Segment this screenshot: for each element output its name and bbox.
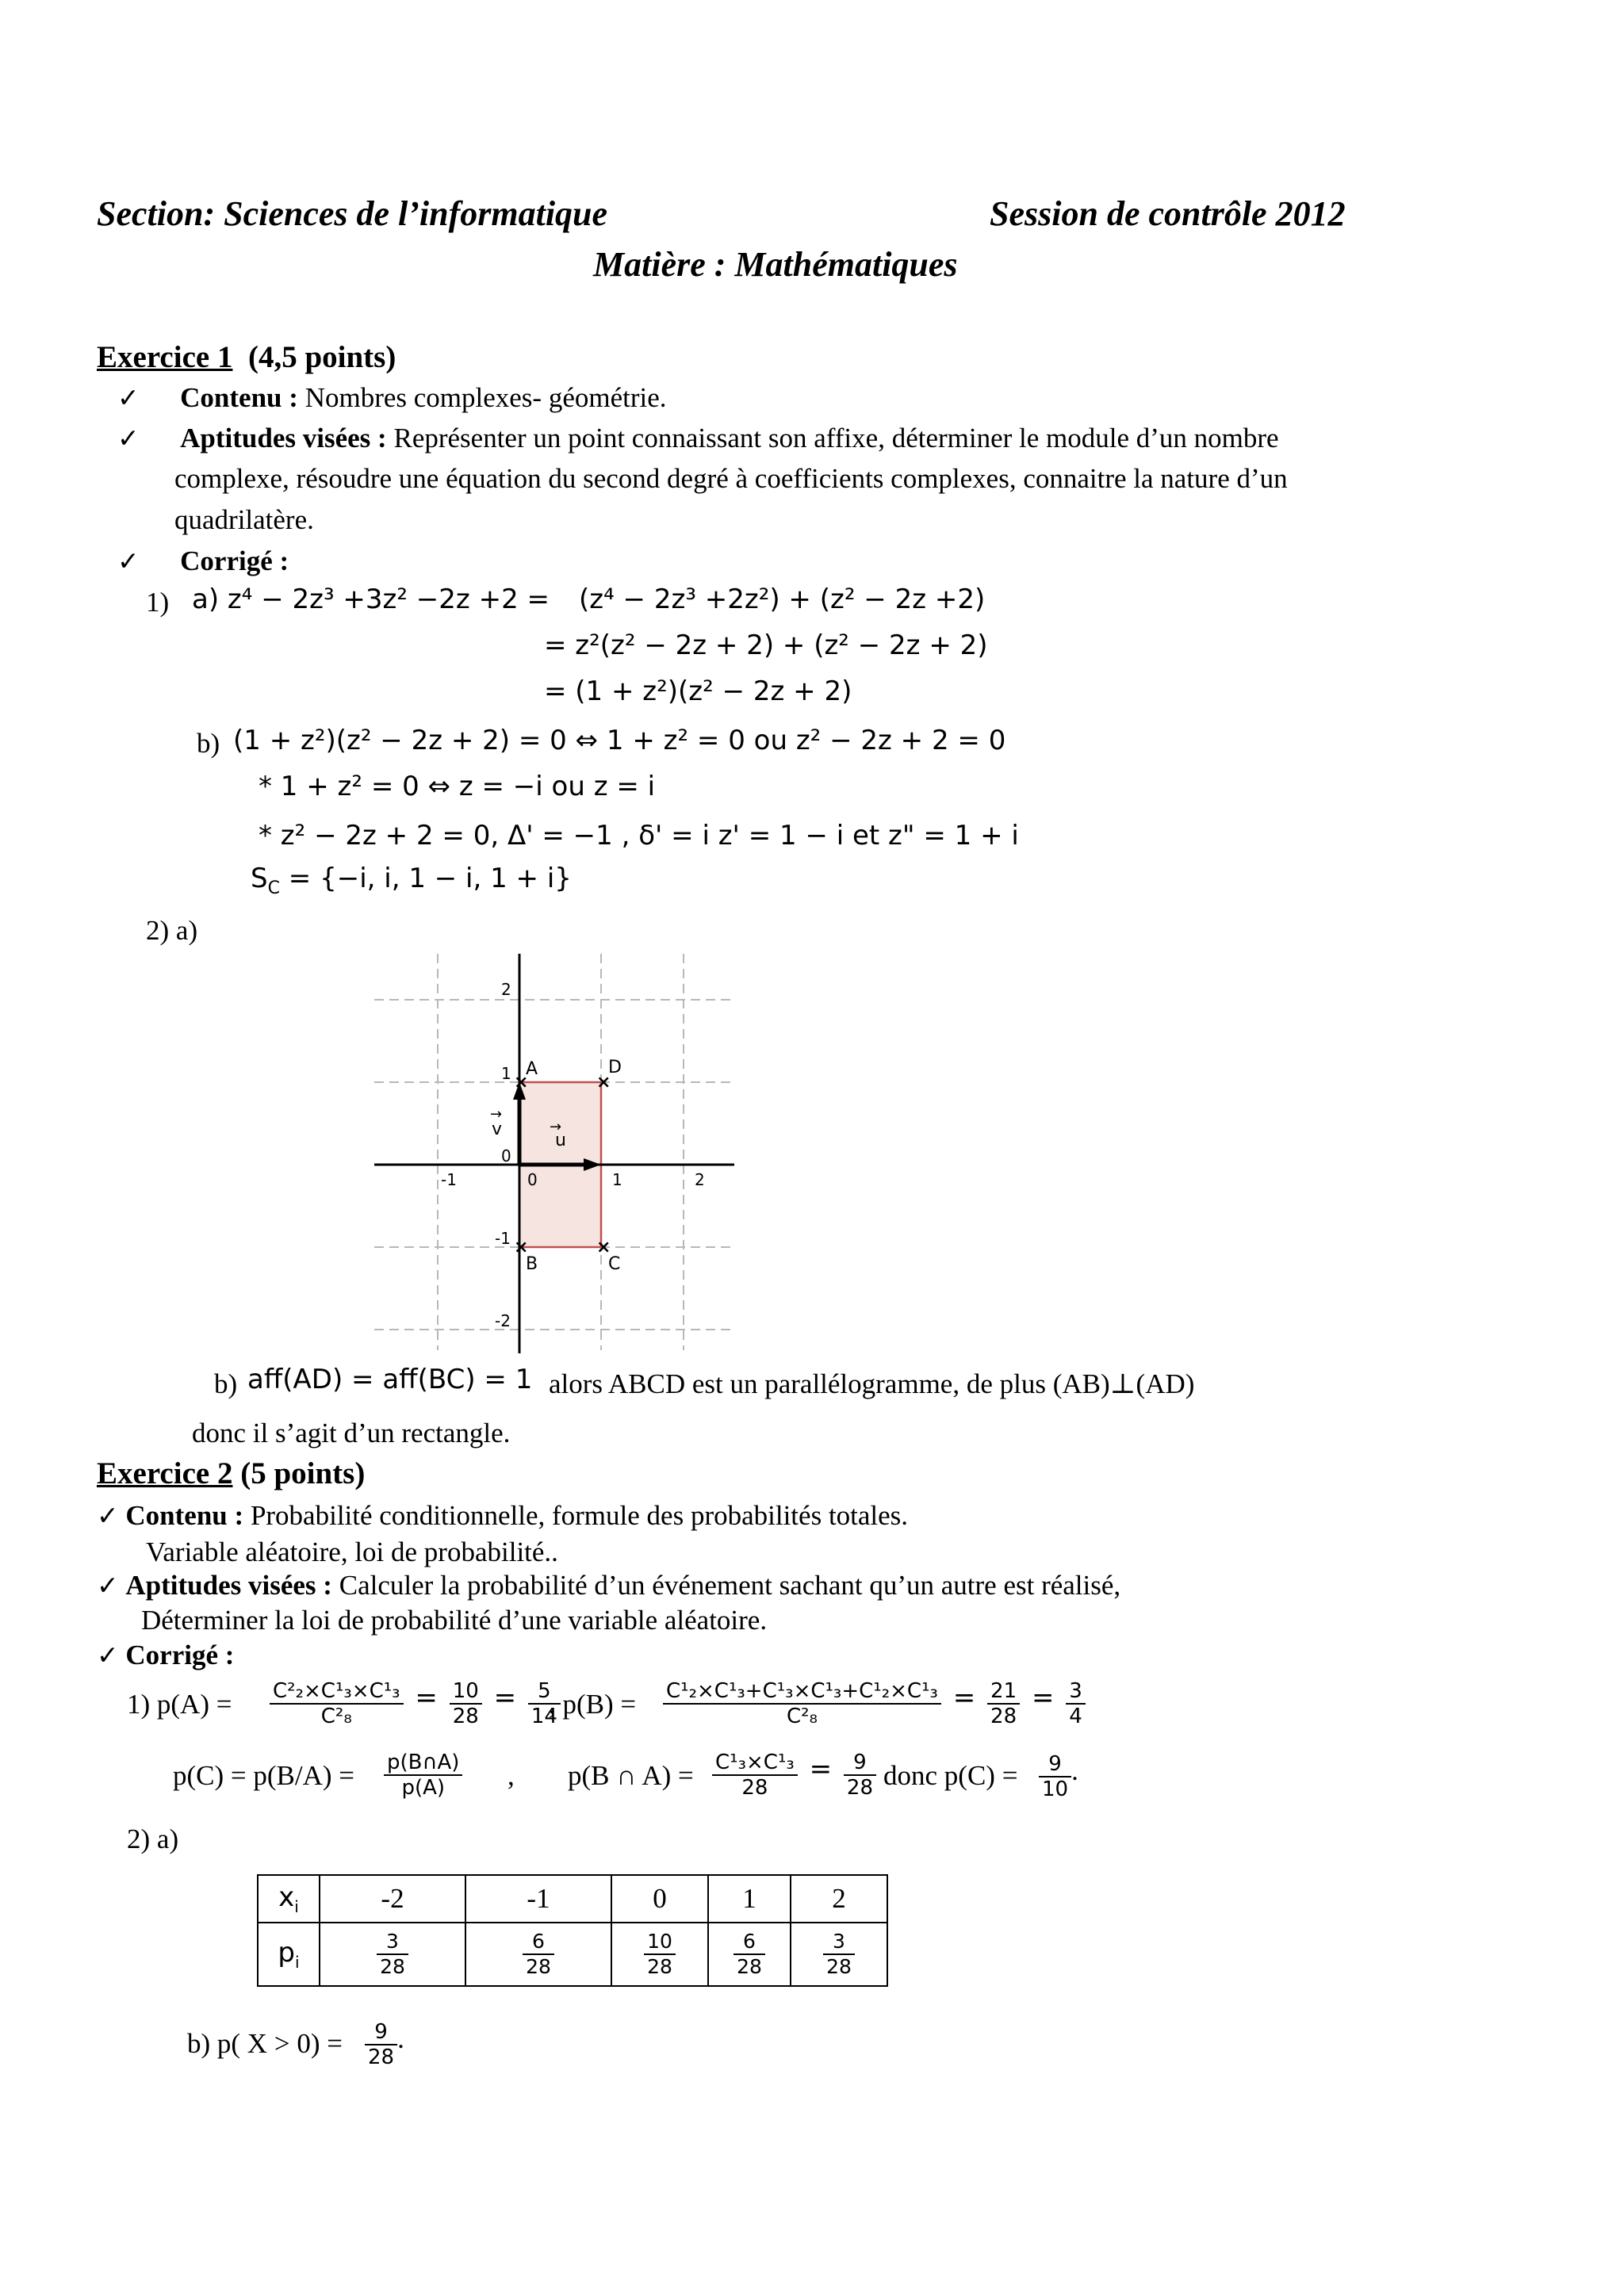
ex2-aptitudes-label: Aptitudes visées : xyxy=(125,1570,332,1601)
ex1-aptitudes-line1: Représenter un point connaissant son affixe, déterminer le module d’un nombre xyxy=(393,423,1279,453)
fraction-denominator: 28 xyxy=(990,1705,1017,1728)
pi-label: p xyxy=(278,1937,296,1969)
ex1-corrige xyxy=(117,541,289,582)
ex1-contenu-label: Contenu : xyxy=(180,382,298,413)
fraction-denominator: 10 xyxy=(1042,1777,1069,1802)
ex2-contenu xyxy=(97,1495,908,1536)
x-tick-label: 1 xyxy=(612,1170,622,1189)
point-cross-mark-icon: × xyxy=(514,1073,529,1093)
ex1-q1b-star1: * 1 + z² = 0 ⇔ z = −i ou z = i xyxy=(259,771,656,802)
fraction xyxy=(844,1751,876,1800)
solution-set-subscript: C xyxy=(267,878,280,898)
ex1-aptitudes-label: Aptitudes visées : xyxy=(180,423,387,453)
fraction-numerator: 21 xyxy=(987,1679,1020,1705)
ex1-q1a-rhs3: = (1 + z²)(z² − 2z + 2) xyxy=(544,675,852,707)
header-section: Section: Sciences de l’informatique xyxy=(97,194,608,233)
point-cross-mark-icon: × xyxy=(514,1238,529,1257)
checkmark-icon: ✓ xyxy=(117,382,140,413)
fraction-numerator: 3 xyxy=(377,1930,408,1955)
header-session: Session de contrôle 2012 xyxy=(990,194,1346,233)
complex-plane-figure xyxy=(365,947,745,1360)
pB-fraction xyxy=(663,1679,1086,1728)
pC-fraction xyxy=(384,1751,462,1800)
checkmark-icon: ✓ xyxy=(97,1570,119,1601)
ex2-heading xyxy=(97,1456,365,1491)
fraction-denominator: 4 xyxy=(1069,1705,1082,1728)
fraction xyxy=(987,1679,1020,1728)
ex2-contenu-text: Probabilité conditionnelle, formule des probabilités totales. xyxy=(250,1500,909,1531)
equals-sign: = xyxy=(944,1682,985,1714)
fraction-numerator: 9 xyxy=(844,1751,876,1776)
fraction-denominator: C²₈ xyxy=(786,1705,818,1728)
donc-fraction xyxy=(1039,1751,1078,1801)
pA-fraction xyxy=(270,1679,561,1728)
fraction-numerator: 3 xyxy=(823,1930,855,1955)
ex1-q1-number: 1) xyxy=(146,587,170,618)
point-label-c: C xyxy=(608,1254,621,1274)
ex2-pC-label: p(C) = p(B/A) = xyxy=(173,1760,355,1791)
table-cell xyxy=(611,1923,708,1986)
point-label-b: B xyxy=(526,1254,538,1274)
ex1-q1b-equation: (1 + z²)(z² − 2z + 2) = 0 ⇔ 1 + z² = 0 ou z² − 2z + 2 = 0 xyxy=(233,725,1006,756)
comma: , xyxy=(508,1760,515,1791)
table-header-pi xyxy=(258,1923,320,1986)
ex1-aptitudes-line3: quadrilatère. xyxy=(174,504,314,535)
ex1-corrige-label: Corrigé : xyxy=(180,545,289,576)
fraction xyxy=(365,2020,397,2069)
y-tick-label: 1 xyxy=(501,1064,511,1083)
fraction-denominator: 28 xyxy=(380,1955,405,1978)
fraction-denominator: 28 xyxy=(368,2045,395,2070)
fraction-numerator: 9 xyxy=(1039,1752,1071,1777)
fraction xyxy=(733,1930,765,1979)
ex2-contenu-line2: Variable aléatoire, loi de probabilité.. xyxy=(146,1536,558,1567)
ex1-q1a-lhs: a) z⁴ − 2z³ +3z² −2z +2 = xyxy=(192,584,550,615)
equals-sign: = xyxy=(406,1682,446,1714)
fraction-numerator: C¹₂×C¹₃+C¹₃×C¹₃+C¹₂×C¹₃ xyxy=(663,1679,941,1705)
fraction-numerator: 5 xyxy=(528,1679,561,1705)
fraction xyxy=(712,1751,798,1800)
fraction xyxy=(823,1930,855,1979)
pBA-fraction xyxy=(712,1751,876,1800)
fraction-numerator: C²₂×C¹₃×C¹₃ xyxy=(270,1679,404,1705)
table-cell xyxy=(320,1923,465,1986)
fraction xyxy=(663,1679,941,1728)
ex1-heading xyxy=(97,339,396,375)
ex1-points: (4,5 points) xyxy=(247,340,396,374)
fraction xyxy=(450,1679,482,1728)
y-tick-label: 0 xyxy=(501,1146,511,1165)
fraction-denominator: 28 xyxy=(452,1705,479,1728)
ex1-q2b-label: b) xyxy=(214,1368,238,1399)
fraction-denominator: 28 xyxy=(737,1955,762,1978)
point-label-d: D xyxy=(608,1058,622,1077)
checkmark-icon: ✓ xyxy=(97,1500,119,1531)
ex2-aptitudes-line1: Calculer la probabilité d’un événement sachant qu’un autre est réalisé, xyxy=(339,1570,1121,1601)
fraction-denominator: 28 xyxy=(741,1776,768,1800)
ex2-pBA-label: p(B ∩ A) = xyxy=(568,1760,694,1791)
table-cell: -2 xyxy=(320,1875,465,1923)
ex1-q1b-solution xyxy=(251,863,572,898)
fraction-numerator: 9 xyxy=(365,2020,397,2045)
fraction xyxy=(523,1930,554,1979)
vector-v-label: v xyxy=(492,1119,503,1139)
checkmark-icon: ✓ xyxy=(117,545,140,576)
point-label-a: A xyxy=(526,1059,538,1079)
header-subject: Matière : Mathématiques xyxy=(593,245,958,284)
fraction-numerator: p(B∩A) xyxy=(384,1751,462,1776)
vector-v-arrow-glyph: → xyxy=(490,1106,503,1123)
table-cell xyxy=(708,1923,791,1986)
point-cross-mark-icon: × xyxy=(596,1238,611,1257)
ex2-pB-label: , p(B) = xyxy=(549,1689,637,1720)
ex2-title: Exercice 2 xyxy=(97,1456,233,1490)
q2b-fraction xyxy=(365,2019,404,2069)
ex2-q1-label: 1) p(A) = xyxy=(127,1689,232,1720)
fraction-numerator: C¹₃×C¹₃ xyxy=(712,1751,798,1776)
table-header-xi xyxy=(258,1875,320,1923)
fraction-denominator: 28 xyxy=(526,1955,551,1978)
checkmark-icon: ✓ xyxy=(117,423,140,453)
ex1-contenu-text: Nombres complexes- géométrie. xyxy=(304,382,667,413)
ex2-donc-label: donc p(C) = xyxy=(883,1760,1018,1791)
ex1-q1a-rhs1: (z⁴ − 2z³ +2z²) + (z² − 2z +2) xyxy=(579,584,986,615)
period: . xyxy=(397,2023,404,2054)
fraction-denominator: 14 xyxy=(530,1705,557,1728)
ex1-q1a-rhs2: = z²(z² − 2z + 2) + (z² − 2z + 2) xyxy=(544,629,988,661)
equals-sign: = xyxy=(1023,1682,1063,1714)
fraction-denominator: 28 xyxy=(647,1955,672,1978)
ex2-contenu-label: Contenu : xyxy=(125,1500,244,1531)
ex1-q2b-math: aff(AD) = aff(BC) = 1 xyxy=(247,1364,533,1395)
table-row xyxy=(258,1923,887,1986)
point-cross-mark-icon: × xyxy=(596,1073,611,1093)
xi-subscript: i xyxy=(294,1896,299,1916)
solution-set-values: = {−i, i, 1 − i, 1 + i} xyxy=(279,863,572,894)
ex1-q2-label: 2) a) xyxy=(146,915,198,946)
probability-law-table xyxy=(257,1874,888,1987)
ex2-corrige xyxy=(97,1635,234,1676)
fraction xyxy=(1066,1679,1086,1728)
table-cell: -1 xyxy=(465,1875,611,1923)
fraction-denominator: C²₈ xyxy=(320,1705,352,1728)
ex1-title: Exercice 1 xyxy=(97,340,233,374)
pi-subscript: i xyxy=(295,1952,300,1972)
vector-u-label: u xyxy=(555,1131,566,1150)
fraction xyxy=(270,1679,404,1728)
ex1-q1b-star2: * z² − 2z + 2 = 0, Δ' = −1 , δ' = i z' = 1 − i et z" = 1 + i xyxy=(259,820,1019,851)
y-tick-label: -2 xyxy=(495,1311,511,1330)
table-cell xyxy=(465,1923,611,1986)
table-cell: 1 xyxy=(708,1875,791,1923)
y-tick-label: 2 xyxy=(501,980,511,999)
vector-u-arrow-glyph: → xyxy=(550,1119,562,1135)
x-tick-label: 2 xyxy=(695,1170,705,1189)
ex1-contenu xyxy=(117,377,667,419)
ex2-q2b-label: b) p( X > 0) = xyxy=(187,2028,343,2059)
fraction-numerator: 6 xyxy=(523,1930,554,1955)
fraction xyxy=(644,1930,676,1979)
checkmark-icon: ✓ xyxy=(97,1640,119,1670)
fraction xyxy=(1039,1752,1071,1801)
ex2-q2-label: 2) a) xyxy=(127,1823,179,1854)
fraction xyxy=(377,1930,408,1979)
ex2-points: (5 points) xyxy=(240,1456,366,1490)
y-tick-label: -1 xyxy=(495,1229,511,1248)
equals-sign: = xyxy=(800,1753,841,1785)
ex1-q2b-text: alors ABCD est un parallélogramme, de plus (AB)⊥(AD) xyxy=(549,1368,1195,1399)
ex1-aptitudes xyxy=(117,418,1279,459)
fraction-denominator: p(A) xyxy=(401,1776,446,1800)
ex1-q1b-label: b) xyxy=(197,728,220,759)
table-row xyxy=(258,1875,887,1923)
table-cell xyxy=(791,1923,887,1986)
period: . xyxy=(1071,1755,1078,1786)
xi-label: x xyxy=(278,1881,295,1914)
fraction-denominator: 28 xyxy=(826,1955,852,1978)
table-cell: 0 xyxy=(611,1875,708,1923)
x-tick-label: -1 xyxy=(441,1170,457,1189)
ex1-aptitudes-line2: complexe, résoudre une équation du second degré à coefficients complexes, connaitre la nature d’un xyxy=(174,463,1288,494)
equals-sign: = xyxy=(485,1682,525,1714)
x-tick-label: 0 xyxy=(527,1170,538,1189)
ex2-aptitudes-line2: Déterminer la loi de probabilité d’une variable aléatoire. xyxy=(141,1605,768,1636)
fraction xyxy=(384,1751,462,1800)
ex1-q2b-text2: donc il s’agit d’un rectangle. xyxy=(192,1418,511,1448)
fraction-numerator: 10 xyxy=(450,1679,482,1705)
fraction-numerator: 10 xyxy=(644,1930,676,1955)
ex2-corrige-label: Corrigé : xyxy=(125,1640,235,1670)
solution-set-symbol: S xyxy=(251,863,268,894)
fraction-numerator: 3 xyxy=(1066,1679,1086,1705)
fraction-numerator: 6 xyxy=(733,1930,765,1955)
table-cell: 2 xyxy=(791,1875,887,1923)
fraction-denominator: 28 xyxy=(846,1776,873,1800)
